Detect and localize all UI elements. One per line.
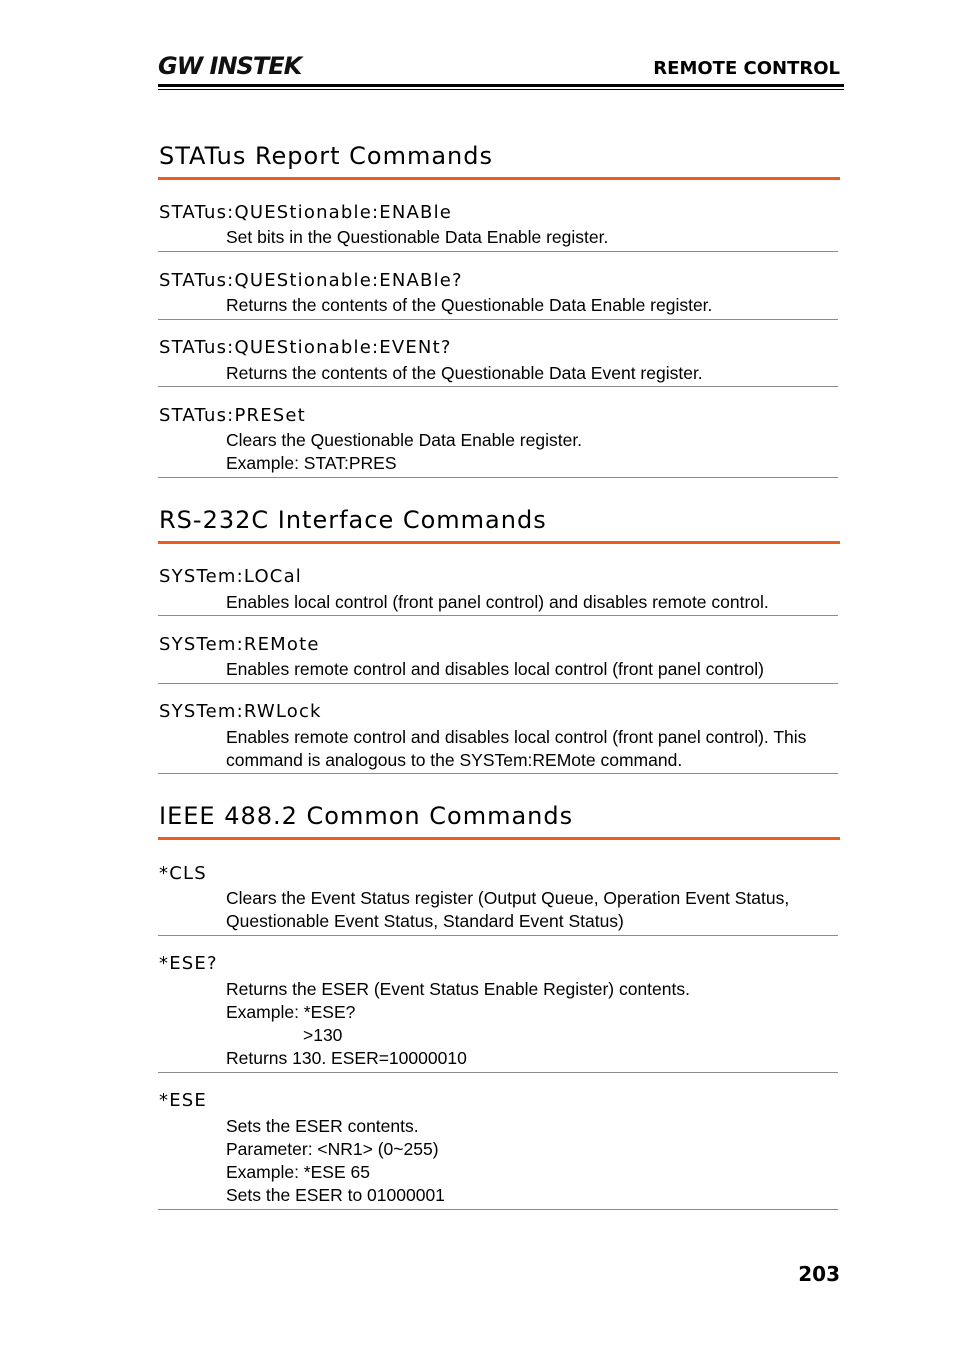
command-divider: [158, 1209, 838, 1210]
command-description: Returns the contents of the Questionable Data Enable register.: [226, 295, 713, 315]
command-description: Returns the ESER (Event Status Enable Register) contents.: [226, 979, 690, 999]
command-name: *ESE?: [159, 953, 218, 974]
command-description: command is analogous to the SYSTem:REMote command.: [226, 750, 683, 770]
section-title-status: STATus Report Commands: [159, 142, 493, 170]
command-description: Set bits in the Questionable Data Enable register.: [226, 227, 609, 247]
command-name: SYSTem:REMote: [159, 634, 320, 655]
section-rule: [158, 837, 840, 840]
header-rule-thin: [158, 89, 844, 90]
command-divider: [158, 935, 838, 936]
command-name: STATus:QUEStionable:EVENt?: [159, 337, 452, 358]
header-rule: [158, 84, 844, 87]
command-description: Enables remote control and disables local control (front panel control): [226, 659, 764, 679]
command-description: Returns 130. ESER=10000010: [226, 1048, 467, 1068]
section-title-ieee: IEEE 488.2 Common Commands: [159, 802, 574, 830]
command-example-response: >130: [303, 1025, 343, 1045]
command-divider: [158, 477, 838, 478]
command-name: *CLS: [159, 863, 207, 884]
command-divider: [158, 683, 838, 684]
command-name: STATus:QUEStionable:ENABle?: [159, 270, 463, 291]
command-name: SYSTem:LOCal: [159, 566, 303, 587]
command-divider: [158, 1072, 838, 1073]
command-name: STATus:PRESet: [159, 405, 306, 426]
command-parameter: Parameter: <NR1> (0~255): [226, 1139, 439, 1159]
command-description: Questionable Event Status, Standard Event Status): [226, 911, 624, 931]
command-divider: [158, 773, 838, 774]
section-rule: [158, 541, 840, 544]
command-example: Example: *ESE?: [226, 1002, 356, 1022]
section-title-rs232c: RS-232C Interface Commands: [159, 506, 547, 534]
command-divider: [158, 251, 838, 252]
command-description: Sets the ESER contents.: [226, 1116, 419, 1136]
command-description: Clears the Event Status register (Output Queue, Operation Event Status,: [226, 888, 790, 908]
section-rule: [158, 177, 840, 180]
command-description: Enables remote control and disables local control (front panel control). This: [226, 727, 807, 747]
command-divider: [158, 615, 838, 616]
command-description: Returns the contents of the Questionable Data Event register.: [226, 363, 703, 383]
command-name: *ESE: [159, 1090, 207, 1111]
command-description: Enables local control (front panel control) and disables remote control.: [226, 592, 769, 612]
command-divider: [158, 319, 838, 320]
command-description: Sets the ESER to 01000001: [226, 1185, 445, 1205]
command-divider: [158, 386, 838, 387]
page-header: [158, 52, 842, 92]
command-name: STATus:QUEStionable:ENABle: [159, 202, 453, 223]
command-example: Example: *ESE 65: [226, 1162, 370, 1182]
command-name: SYSTem:RWLock: [159, 701, 322, 722]
gw-instek-logo: GW INSTEK: [158, 52, 302, 80]
command-description: Clears the Questionable Data Enable register.: [226, 430, 583, 450]
page-number: 203: [798, 1262, 840, 1286]
command-example: Example: STAT:PRES: [226, 453, 397, 473]
header-title: REMOTE CONTROL: [653, 58, 840, 79]
